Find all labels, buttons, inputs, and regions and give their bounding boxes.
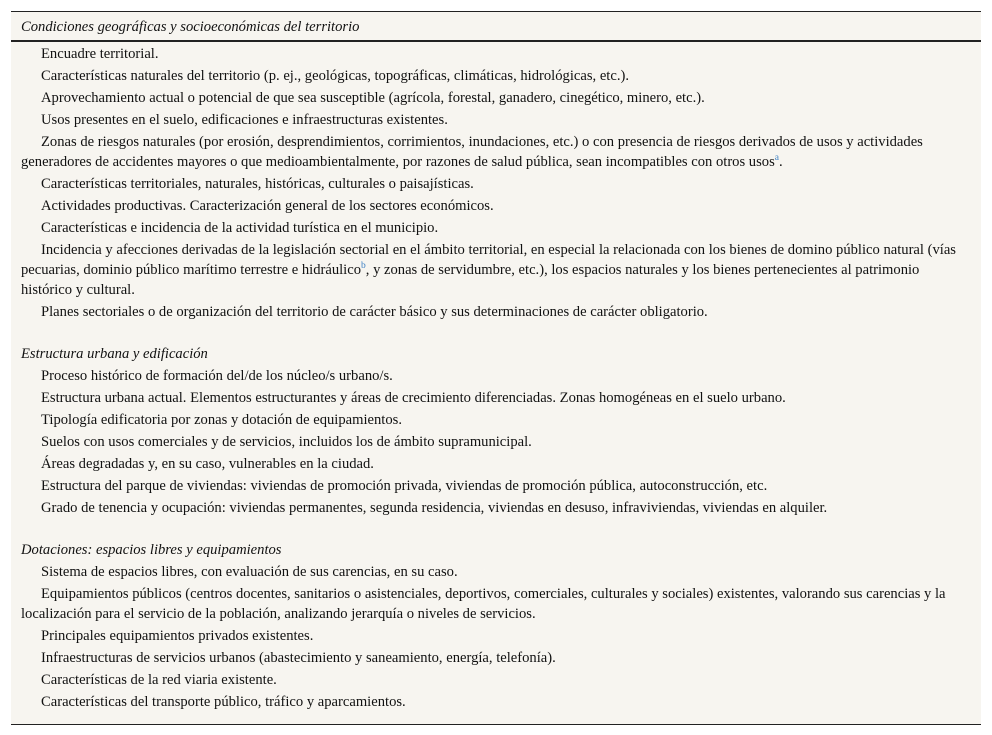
list-item: Sistema de espacios libres, con evaluación de sus carencias, en su caso. (41, 564, 458, 580)
section-urban-structure (21, 344, 969, 518)
table-body (11, 42, 981, 712)
list-item: Características e incidencia de la actividad turística en el municipio. (41, 220, 439, 236)
list-item-text: Incidencia y afecciones derivadas de la legislación sectorial en el ámbito territorial, en especial la relacionada con los bienes de domino público natural (vías pecuarias, dominio público marítimo terrestre e hidráulico (21, 242, 956, 278)
list-item: Planes sectoriales o de organización del territorio de carácter básico y sus determinaciones de carácter obligatorio. (41, 304, 708, 320)
list-item-text-tail: . (778, 154, 783, 170)
list-item: Suelos con usos comerciales y de servicios, incluidos los de ámbito supramunicipal. (41, 434, 532, 450)
list-item: Características de la red viaria existente. (41, 672, 277, 688)
list-item: Encuadre territorial. (41, 46, 159, 62)
footnote-link-a[interactable]: a (774, 153, 779, 163)
requirements-table (11, 11, 981, 725)
list-item: Proceso histórico de formación del/de los núcleo/s urbano/s. (41, 368, 393, 384)
section-open-spaces-facilities (21, 540, 969, 712)
list-item: Usos presentes en el suelo, edificaciones e infraestructuras existentes. (41, 112, 448, 128)
list-item: Estructura urbana actual. Elementos estructurantes y áreas de crecimiento diferenciadas. Zonas homogéneas en el suelo urbano. (41, 390, 786, 406)
list-item: Equipamientos públicos (centros docentes, sanitarios o asistenciales, deportivos, comerciales, culturales y sociales) existentes, valorando sus carencias y la localización para el servicio de la población, analizando jerarquía o niveles de servicios. (21, 586, 946, 622)
list-item: Grado de tenencia y ocupación: viviendas permanentes, segunda residencia, viviendas en desuso, infraviviendas, viviendas en alquiler. (41, 500, 828, 516)
footnote-link-b[interactable]: b (361, 261, 366, 271)
list-item: Principales equipamientos privados existentes. (41, 628, 314, 644)
list-item: Características del transporte público, tráfico y aparcamientos. (41, 694, 406, 710)
list-item-text-tail: , y zonas de servidumbre, etc.), los espacios naturales y los bienes pertenecientes al patrimonio histórico y cultural. (21, 262, 920, 298)
list-item: Características territoriales, naturales, históricas, culturales o paisajísticas. (41, 176, 474, 192)
list-item-text: Zonas de riesgos naturales (por erosión, desprendimientos, corrimientos, inundaciones, etc.) o con presencia de riesgos derivados de usos y actividades generadores de accidentes mayores o que medioambientalmente, por razones de salud pública, sean incompatibles con otros usos (21, 134, 923, 170)
list-item: Infraestructuras de servicios urbanos (abastecimiento y saneamiento, energía, telefonía). (41, 650, 556, 666)
list-item: Áreas degradadas y, en su caso, vulnerables en la ciudad. (41, 456, 374, 472)
section-title: Estructura urbana y edificación (21, 346, 208, 362)
list-item: Aprovechamiento actual o potencial de que sea susceptible (agrícola, forestal, ganadero, cinegético, minero, etc.). (41, 90, 705, 106)
list-item: Tipología edificatoria por zonas y dotación de equipamientos. (41, 412, 402, 428)
section-title: Dotaciones: espacios libres y equipamientos (21, 542, 282, 558)
table-header: Condiciones geográficas y socioeconómicas del territorio (11, 12, 981, 42)
list-item (21, 240, 969, 300)
list-item: Actividades productivas. Caracterización general de los sectores económicos. (41, 198, 494, 214)
list-item: Estructura del parque de viviendas: viviendas de promoción privada, viviendas de promoción pública, autoconstrucción, etc. (41, 478, 768, 494)
list-item (21, 132, 969, 172)
section-geographic-conditions (21, 44, 969, 322)
list-item: Características naturales del territorio (p. ej., geológicas, topográficas, climáticas, hidrológicas, etc.). (41, 68, 629, 84)
